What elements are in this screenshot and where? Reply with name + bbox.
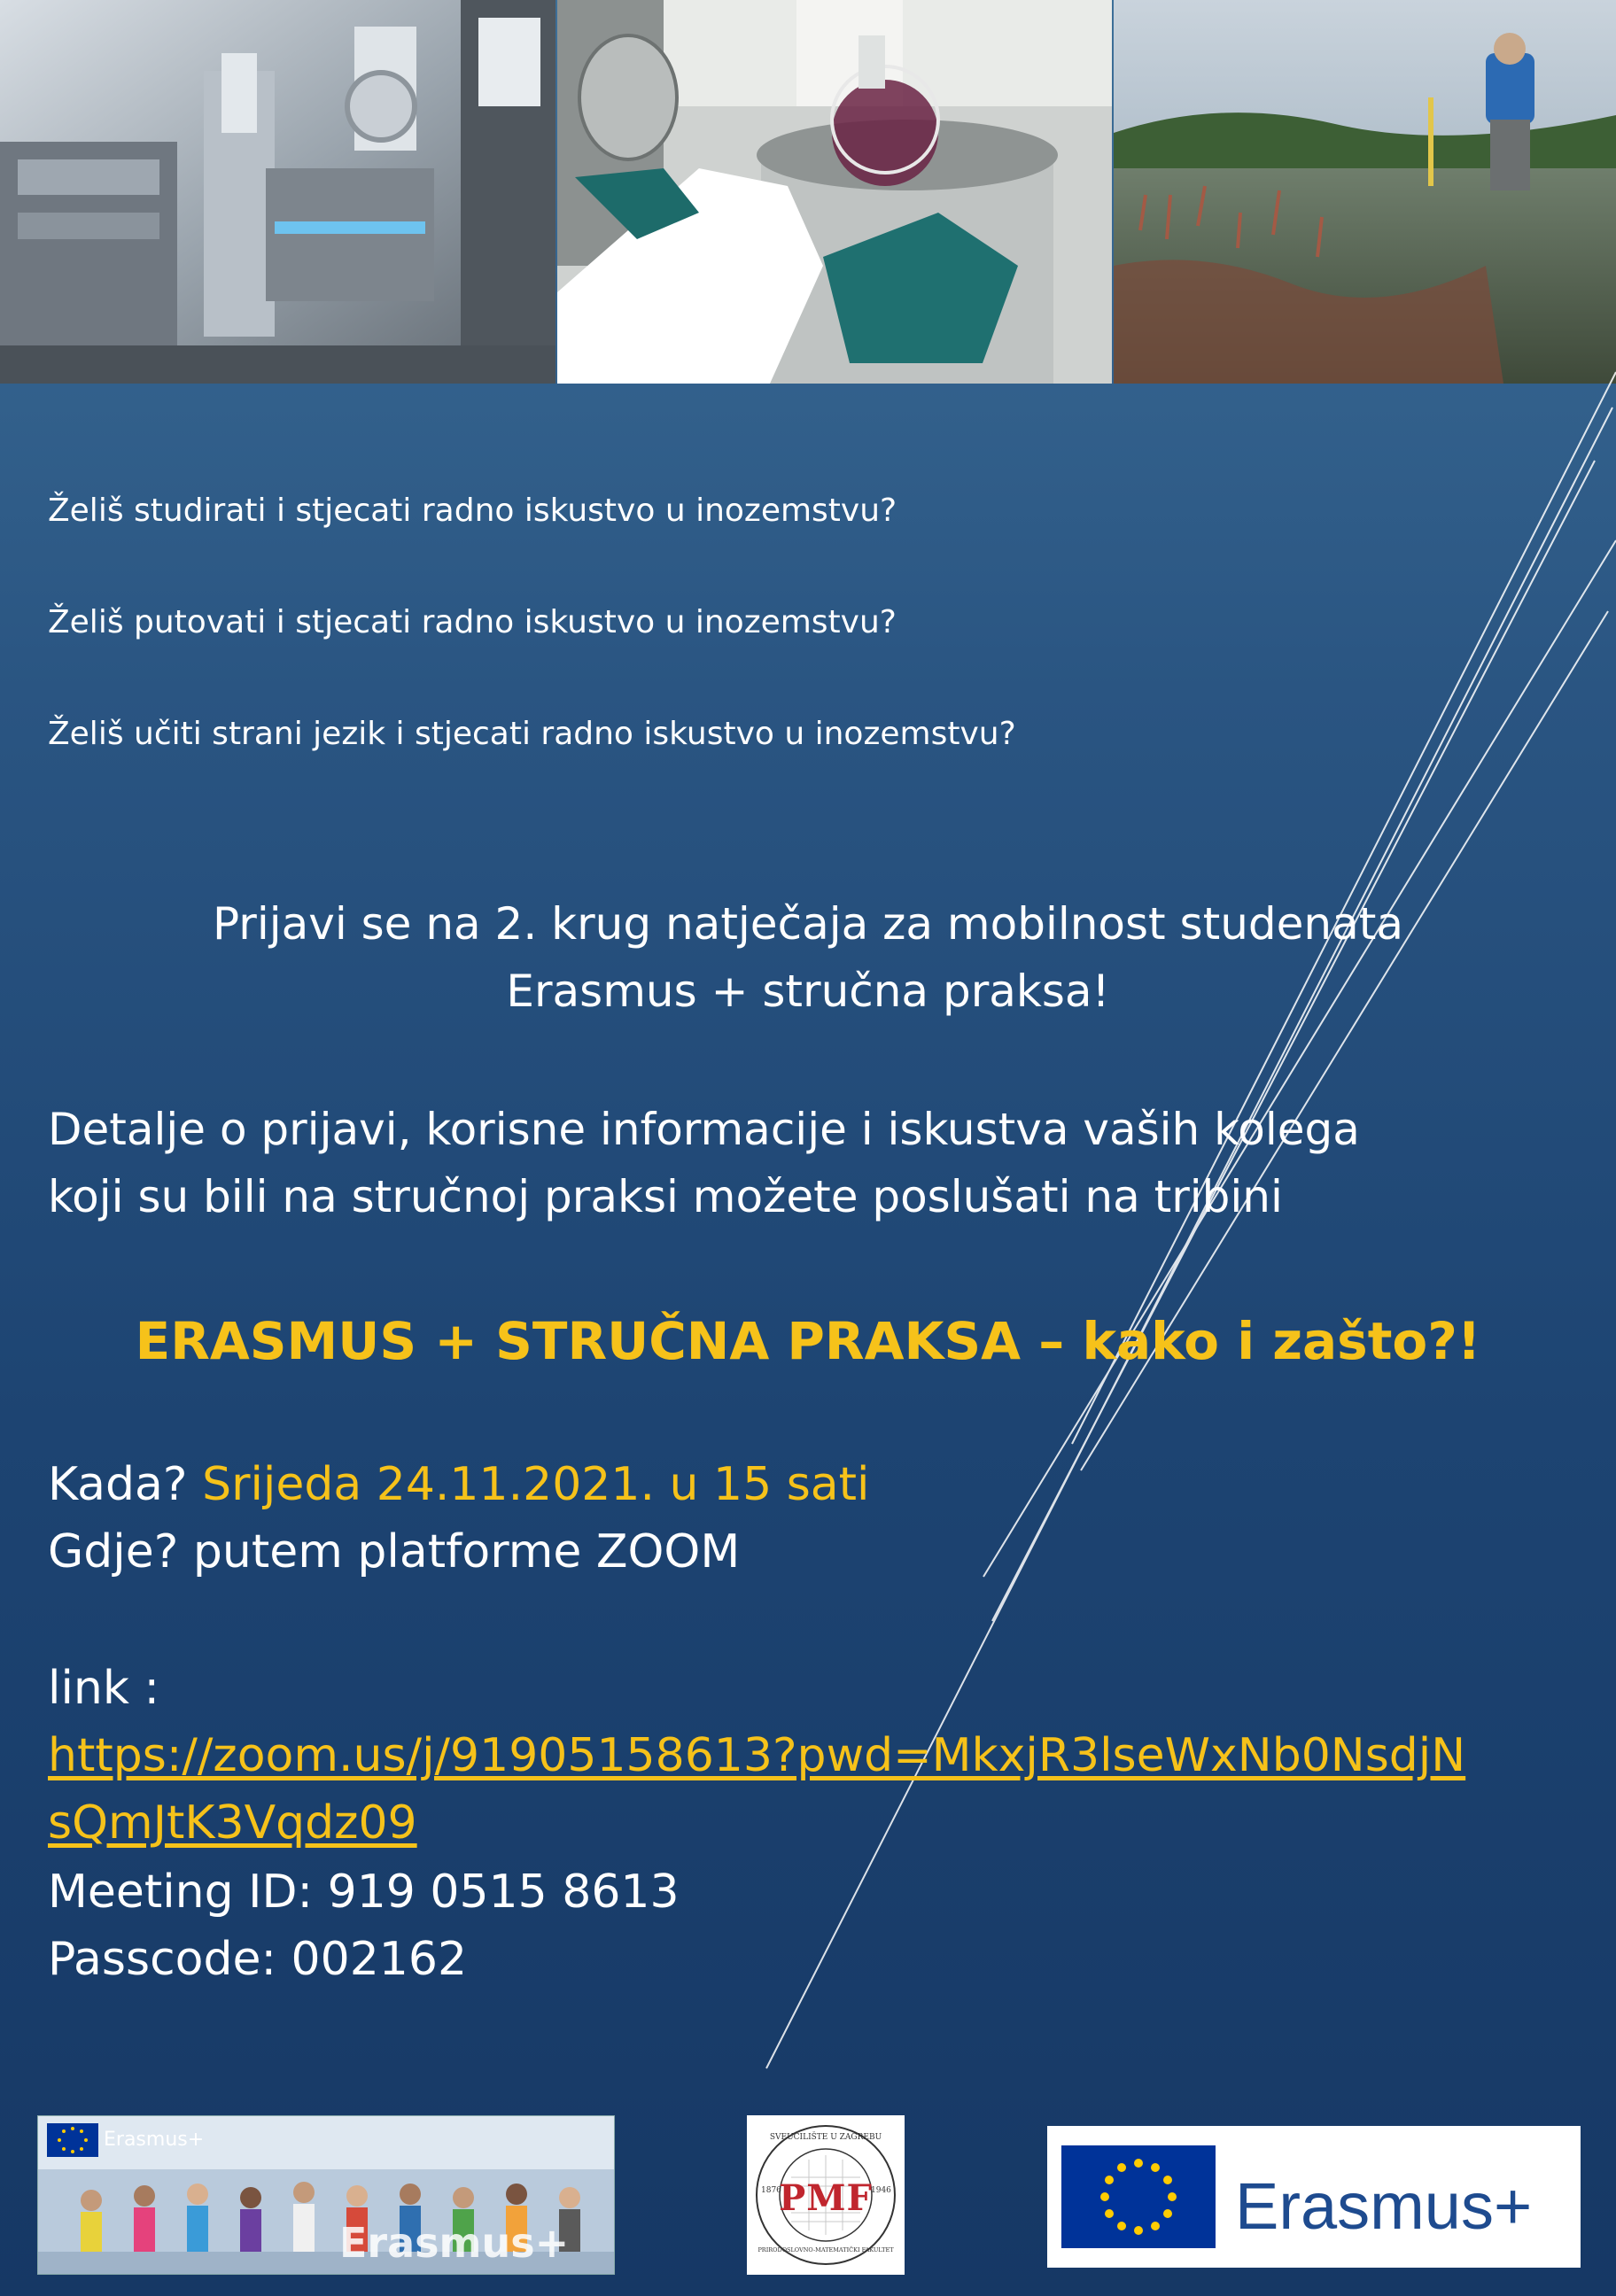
details-line-1: Detalje o prijavi, korisne informacije i iskustva vaših kolega [48, 1104, 1360, 1155]
pmf-faculty-logo [747, 2115, 905, 2275]
meeting-id: Meeting ID: 919 0515 8613 [48, 1866, 680, 1919]
event-headline: ERASMUS + STRUČNA PRAKSA – kako i zašto?! [135, 1311, 1481, 1371]
event-where: Gdje? putem platforme ZOOM [48, 1525, 741, 1578]
pmf-letters: PMF [779, 2177, 873, 2219]
link-label: link : [48, 1662, 160, 1715]
when-label: Kada? [48, 1458, 188, 1511]
erasmus-plus-wordmark: Erasmus+ [1235, 2169, 1533, 2243]
pmf-ring-top: SVEUČILIŠTE U ZAGREBU [769, 2133, 882, 2142]
zoom-link-line-1[interactable]: https://zoom.us/j/91905158613?pwd=MkxjR3lseWxNb0NsdjN [48, 1729, 1466, 1782]
question-language: Želiš učiti strani jezik i stjecati radno iskustvo u inozemstvu? [48, 716, 1016, 752]
erasmus-photo-banner: Erasmus+ [339, 2219, 570, 2267]
erasmus-photo-label: Erasmus+ [104, 2129, 205, 2151]
lab-equipment-photo [0, 0, 556, 384]
pmf-year-right: 1946 [871, 2186, 891, 2195]
question-study: Želiš studirati i stjecati radno iskustvo u inozemstvu? [48, 493, 897, 529]
chemistry-flask-photo [557, 0, 1112, 384]
when-value: Srijeda 24.11.2021. u 15 sati [202, 1458, 870, 1511]
call-line-2: Erasmus + stručna praksa! [506, 966, 1110, 1017]
event-when [48, 1458, 870, 1511]
call-line-1: Prijavi se na 2. krug natječaja za mobilnost studenata [213, 898, 1403, 950]
pmf-year-left: 1876 [761, 2186, 781, 2195]
details-line-2: koji su bili na stručnoj praksi možete poslušati na tribini [48, 1171, 1283, 1222]
pmf-ring-bottom: PRIRODOSLOVNO-MATEMATIČKI FAKULTET [758, 2246, 894, 2253]
passcode: Passcode: 002162 [48, 1933, 468, 1986]
erasmus-plus-logo [1047, 2126, 1581, 2268]
wetland-fieldwork-photo [1114, 0, 1616, 384]
zoom-link-line-2[interactable]: sQmJtK3Vqdz09 [48, 1796, 417, 1850]
erasmus-students-logo [37, 2115, 615, 2275]
question-travel: Želiš putovati i stjecati radno iskustvo u inozemstvu? [48, 604, 897, 640]
